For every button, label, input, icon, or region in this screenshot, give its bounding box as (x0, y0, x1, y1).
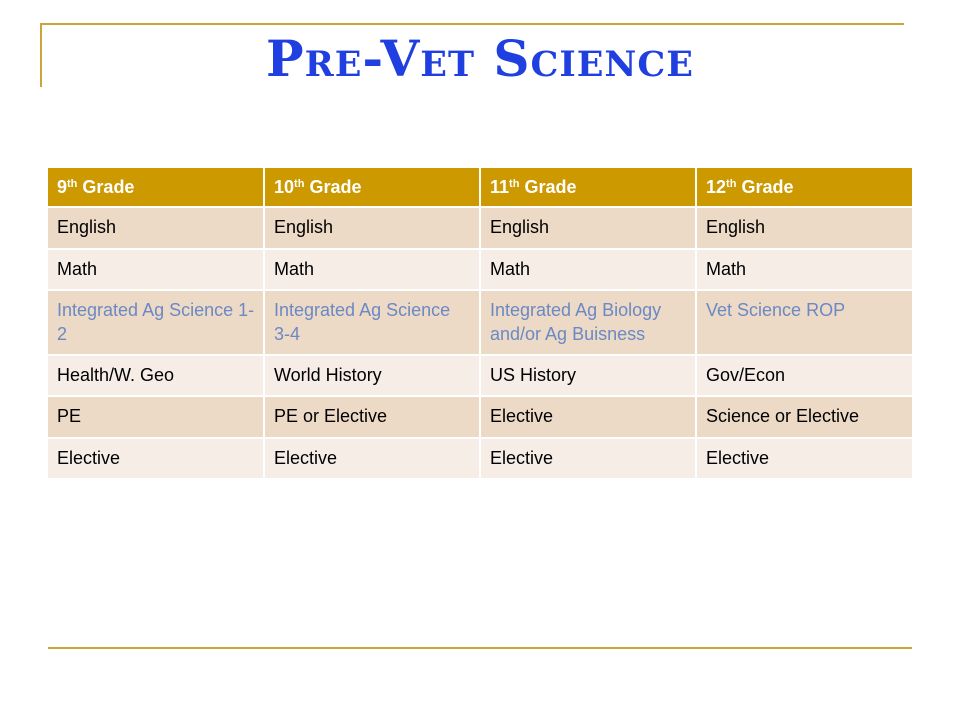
header-cell-9th-grade (48, 168, 264, 207)
grade-schedule-table (48, 168, 912, 480)
table-cell: English (264, 207, 480, 248)
header-grade-label: Grade (741, 177, 794, 197)
table-cell: Elective (696, 438, 912, 479)
header-grade-label: Grade (309, 177, 362, 197)
header-cell-11th-grade (480, 168, 696, 207)
header-cell-12th-grade (696, 168, 912, 207)
table-cell: Elective (264, 438, 480, 479)
table-cell: Math (696, 249, 912, 290)
table-cell: Math (264, 249, 480, 290)
table-cell: English (48, 207, 264, 248)
table-cell: Elective (480, 438, 696, 479)
header-grade-number: 9 (57, 177, 68, 197)
table-row-history (48, 355, 912, 396)
table-header-row (48, 168, 912, 207)
table-cell: English (480, 207, 696, 248)
table-cell: Elective (48, 438, 264, 479)
table-row-english (48, 207, 912, 248)
table-cell: English (696, 207, 912, 248)
header-grade-number: 10 (274, 177, 295, 197)
table-cell: Health/W. Geo (48, 355, 264, 396)
header-grade-suffix: th (294, 178, 305, 190)
bottom-rule (48, 647, 912, 649)
header-grade-label: Grade (524, 177, 577, 197)
top-rule (40, 23, 904, 25)
table-cell: US History (480, 355, 696, 396)
table-row-elective (48, 438, 912, 479)
table-row-math (48, 249, 912, 290)
header-grade-number: 11 (490, 177, 510, 197)
header-grade-number: 12 (706, 177, 727, 197)
table-cell: Math (48, 249, 264, 290)
table-cell: Science or Elective (696, 396, 912, 437)
table-cell: World History (264, 355, 480, 396)
header-grade-suffix: th (509, 178, 520, 190)
table-cell: Math (480, 249, 696, 290)
header-cell-10th-grade (264, 168, 480, 207)
header-grade-label: Grade (82, 177, 135, 197)
table-row-pe (48, 396, 912, 437)
table-cell: Integrated Ag Science 1-2 (48, 290, 264, 355)
table-cell: Integrated Ag Biology and/or Ag Buisness (480, 290, 696, 355)
header-grade-suffix: th (67, 178, 78, 190)
table-cell: Gov/Econ (696, 355, 912, 396)
table-cell: PE or Elective (264, 396, 480, 437)
table-cell: PE (48, 396, 264, 437)
slide-title: Pre-Vet Science (266, 29, 694, 88)
table-cell: Vet Science ROP (696, 290, 912, 355)
table-cell: Elective (480, 396, 696, 437)
header-grade-suffix: th (726, 178, 737, 190)
table-row-ag-science (48, 290, 912, 355)
table-cell: Integrated Ag Science 3-4 (264, 290, 480, 355)
